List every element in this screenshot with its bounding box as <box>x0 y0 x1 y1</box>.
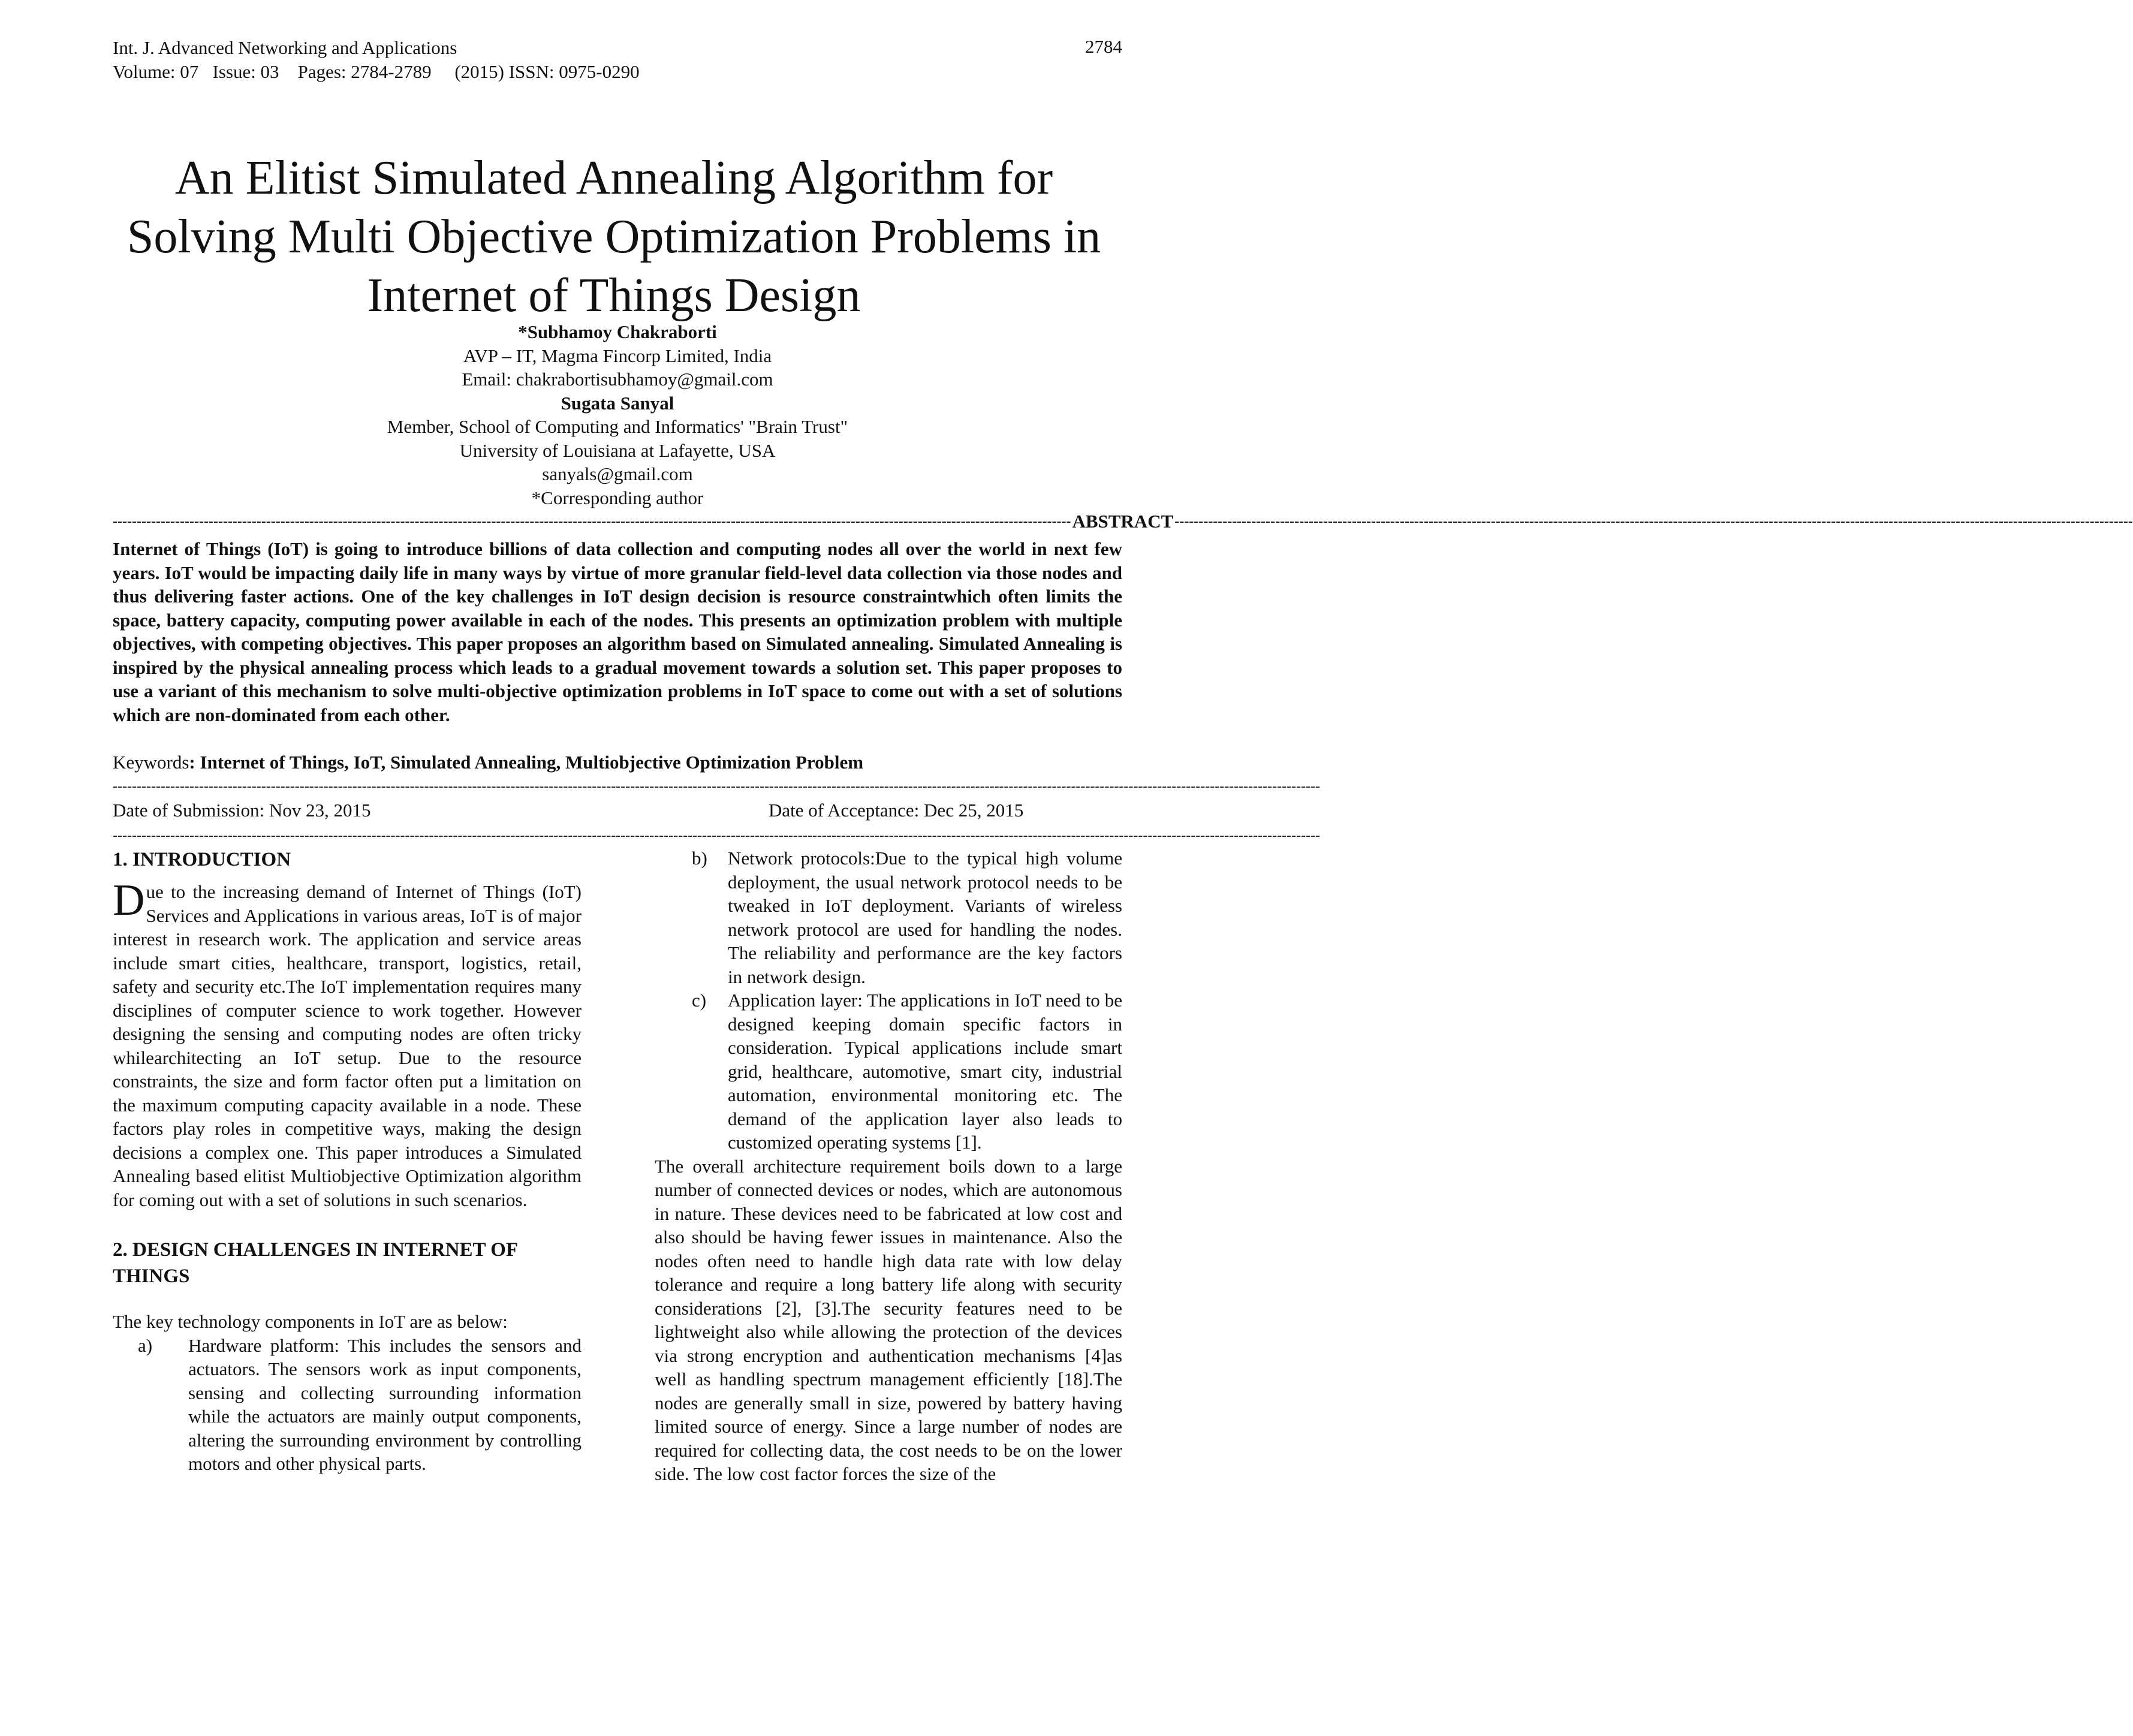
divider-line: ------------------------------------------------------------------------------------------------------------------------------------------------------------------------------------------------------------------------------------------------------------ <box>113 828 1321 843</box>
list-item <box>655 846 1122 988</box>
list-item-label: a) <box>138 1334 153 1356</box>
volume-line: Volume: 07 Issue: 03 Pages: 2784-2789 (2015) ISSN: 0975-0290 <box>113 61 640 82</box>
dates-line <box>113 798 1122 822</box>
list-item <box>113 1334 582 1476</box>
author-name: *Subhamoy Chakraborti <box>518 321 717 342</box>
author-affiliation: AVP – IT, Magma Fincorp Limited, India <box>463 345 772 366</box>
running-header <box>113 36 640 84</box>
section2-intro: The key technology components in IoT are as below: <box>113 1311 508 1332</box>
list-item-text: Application layer: The applications in IoT need to be designed keeping domain specific factors in consideration. Typical applications include smart grid, healthcare, automotive, smart city, industrial automation, environmental monitoring etc. The demand of the application layer also leads to customized operating systems [1]. <box>728 990 1122 1153</box>
section-heading: 1. INTRODUCTION <box>113 849 291 870</box>
list-item-text: Network protocols:Due to the typical high volume deployment, the usual network protocol needs to be tweaked in IoT deployment. Variants of wireless network protocol are used for handling the nodes. The reliability and performance are the key factors in network design. <box>728 848 1122 987</box>
intro-text: ue to the increasing demand of Internet of Things (IoT) Services and Applications in various areas, IoT is of major interest in research work. The application and service areas include smart cities, healthcare, transport, logistics, retail, safety and security etc.The IoT implementation requires many disciplines of computer science to work together. However designing the sensing and computing nodes are often tricky whilearchitecting an IoT setup. Due to the resource constraints, the size and form factor often put a limitation on the maximum computing capacity available in a node. These factors play roles in competitive ways, making the design decisions a complex one. This paper introduces a Simulated Annealing based elitist Multiobjective Optimization algorithm for coming out with a set of solutions in such scenarios. <box>113 881 582 1210</box>
dash-line: -------------------------------------------------------------------------------------------------------------------------------------------------------------------------------------------------------- <box>113 513 1071 529</box>
architecture-paragraph: The overall architecture requirement boils down to a large number of connected devices or nodes, which are autonomous in nature. These devices need to be fabricated at low cost and also should be having fewer issues in maintenance. Also the nodes often need to handle high data rate with low delay tolerance and require a long battery life along with security considerations [2], [3].The security features need to be lightweight also while allowing the protection of the devices via strong encryption and authentication mechanisms [4]as well as handling spectrum management efficiently [18].The nodes are generally small in size, powered by battery having limited source of energy. Since a large number of nodes are required for collecting data, the cost needs to be on the lower side. The low cost factor forces the size of the <box>655 1155 1122 1484</box>
corresponding-note: *Corresponding author <box>531 487 704 508</box>
abstract-divider <box>113 511 2133 532</box>
abstract-label: ABSTRACT <box>1072 511 1174 532</box>
keywords-label: Keywords <box>113 752 189 773</box>
dash-line: -------------------------------------------------------------------------------------------------------------------------------------------------------------------------------------------------------- <box>1174 513 2133 529</box>
author-affiliation: University of Louisiana at Lafayette, USA <box>459 439 776 461</box>
acceptance-date: Date of Acceptance: Dec 25, 2015 <box>769 800 1024 821</box>
left-column <box>113 846 582 1476</box>
divider-line: ------------------------------------------------------------------------------------------------------------------------------------------------------------------------------------------------------------------------------------------------------------ <box>113 779 1321 794</box>
submission-date: Date of Submission: Nov 23, 2015 <box>113 800 371 821</box>
author-name: Sugata Sanyal <box>561 392 674 414</box>
list-item-label: c) <box>692 990 707 1011</box>
section-heading: 2. DESIGN CHALLENGES IN INTERNET OF THINGS <box>113 1239 517 1287</box>
paper-title: An Elitist Simulated Annealing Algorithm for Solving Multi Objective Optimization Problems in Internet of Things Design <box>126 152 1101 322</box>
drop-cap: D <box>113 876 145 925</box>
right-column <box>655 846 1122 1486</box>
author-email: Email: chakrabortisubhamoy@gmail.com <box>462 369 773 390</box>
keywords-line <box>113 751 1122 774</box>
author-block <box>113 320 1122 510</box>
author-email: sanyals@gmail.com <box>542 463 693 484</box>
journal-name: Int. J. Advanced Networking and Applications <box>113 37 457 58</box>
page-number: 2784 <box>1085 36 1122 57</box>
intro-paragraph <box>113 876 582 1211</box>
author-affiliation: Member, School of Computing and Informatics' "Brain Trust" <box>387 416 848 437</box>
keywords-value: : Internet of Things, IoT, Simulated Annealing, Multiobjective Optimization Problem <box>189 752 864 773</box>
list-item-label: b) <box>692 848 707 869</box>
list-item-text: Hardware platform: This includes the sensors and actuators. The sensors work as input components, sensing and collecting surrounding information while the actuators are mainly output components, altering the surrounding environment by controlling motors and other physical parts. <box>188 1334 582 1474</box>
abstract-text: Internet of Things (IoT) is going to introduce billions of data collection and computing nodes all over the world in next few years. IoT would be impacting daily life in many ways by virtue of more granular field-level data collection via those nodes and thus delivering faster actions. One of the key challenges in IoT design decision is resource constraintwhich often limits the space, battery capacity, computing power available in each of the nodes. This presents an optimization problem with multiple objectives, with competing objectives. This paper proposes an algorithm based on Simulated annealing. Simulated Annealing is inspired by the physical annealing process which leads to a gradual movement towards a solution set. This paper proposes to use a variant of this mechanism to solve multi-objective optimization problems in IoT space to come out with a set of solutions which are non-dominated from each other. <box>113 538 1122 725</box>
list-item <box>655 988 1122 1155</box>
